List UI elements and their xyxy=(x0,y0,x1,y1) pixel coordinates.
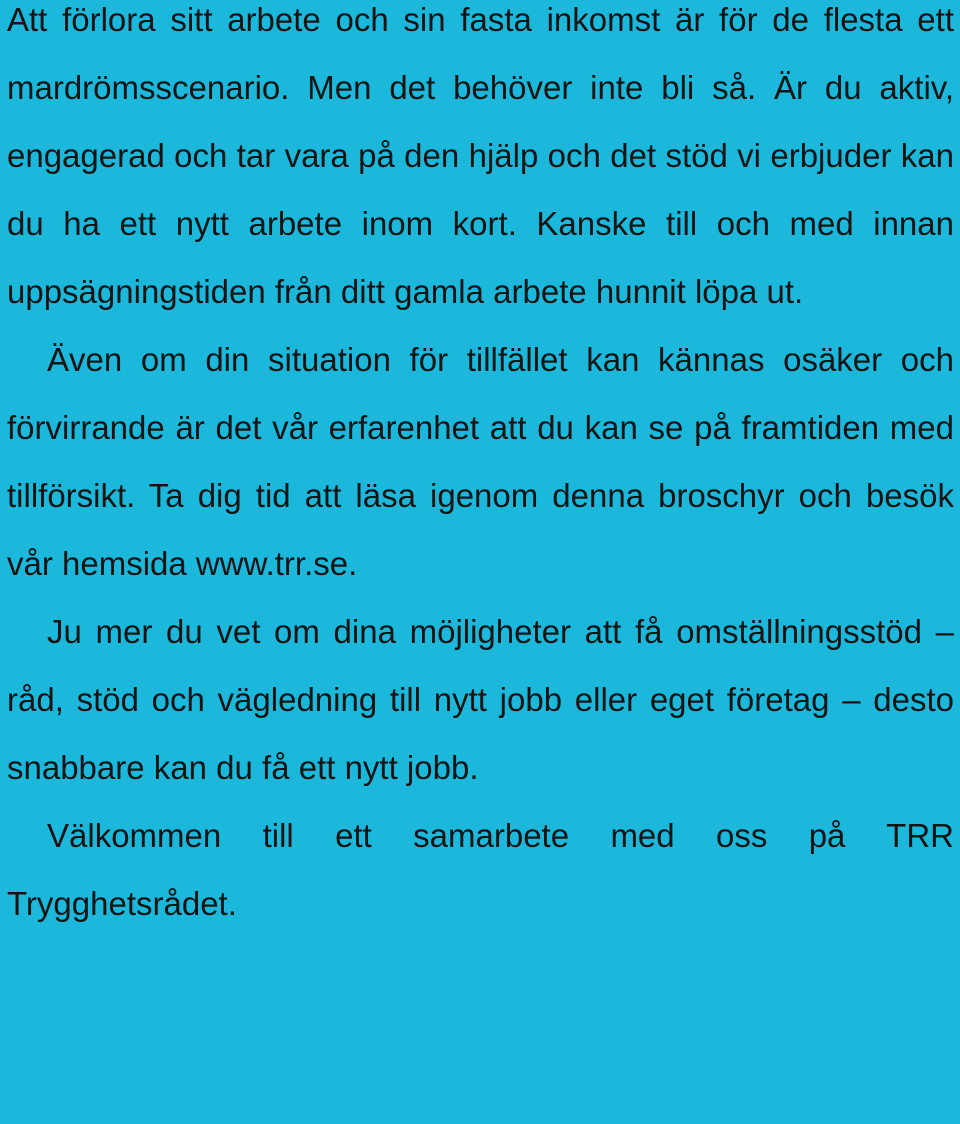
welcome-paragraph: Välkommen till ett samarbete med oss på TRR Trygghetsrådet. xyxy=(7,817,954,922)
support-paragraph: Ju mer du vet om dina möjligheter att få omställningsstöd – råd, stöd och vägledning till nytt jobb eller eget företag – desto snabbare kan du få ett nytt jobb. xyxy=(7,613,954,786)
situation-paragraph: Även om din situation för tillfället kan kännas osäker och förvirrande är det vår erfarenhet att du kan se på framtiden med tillförsikt. Ta dig tid att läsa igenom denna broschyr och besök vår hemsida www.trr.se. xyxy=(7,341,954,582)
intro-paragraph: Att förlora sitt arbete och sin fasta inkomst är för de flesta ett mardrömsscenario. Men det behöver inte bli så. Är du aktiv, engagerad och tar vara på den hjälp och det stöd vi erbjuder kan du ha ett nytt arbete inom kort. Kanske till och med innan uppsägningstiden från ditt gamla arbete hunnit löpa ut. xyxy=(7,1,954,310)
